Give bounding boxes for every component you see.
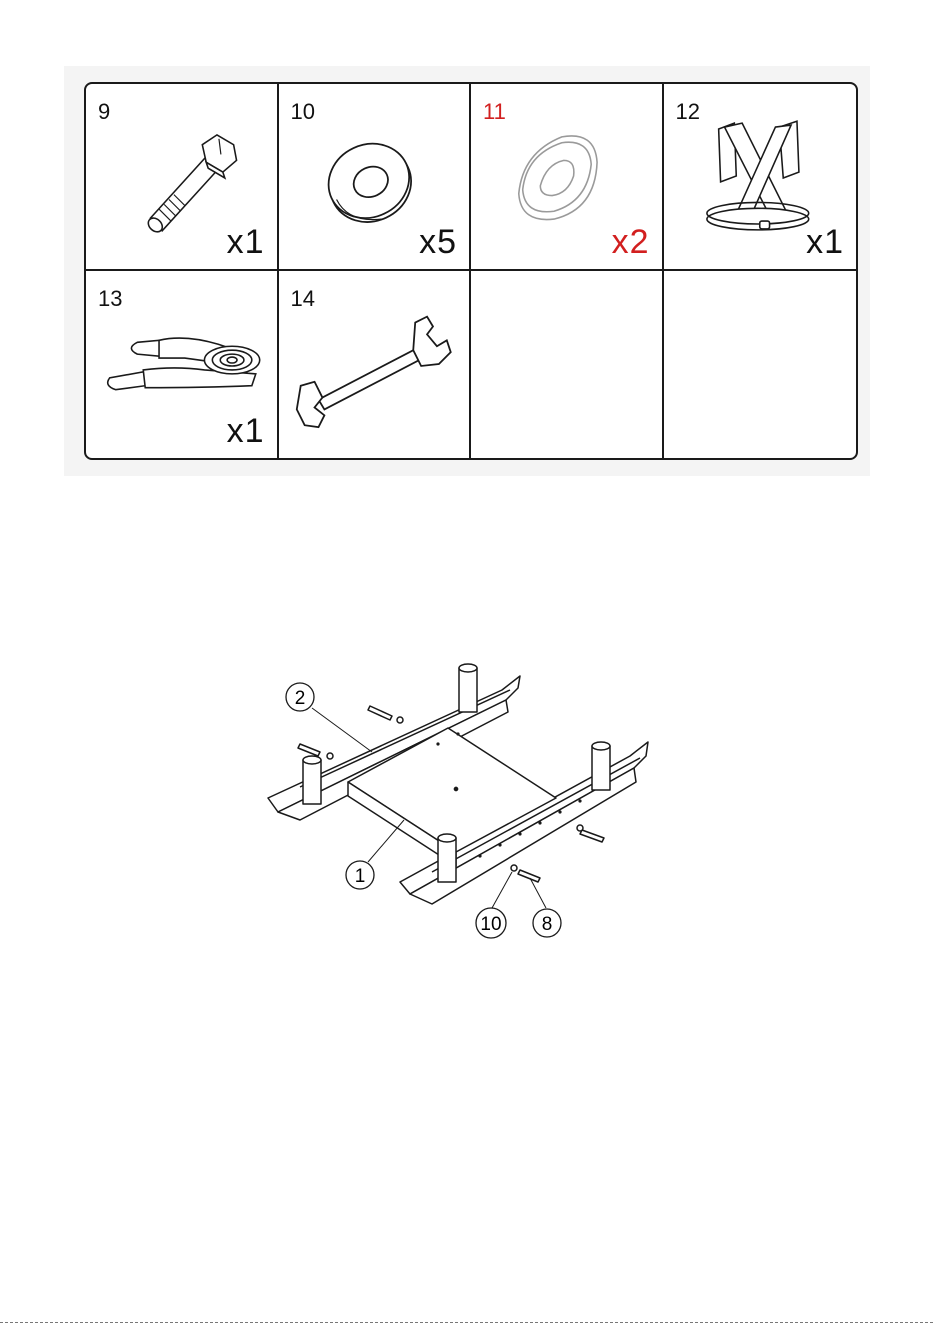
- callout-10: [476, 908, 506, 938]
- svg-text:2: 2: [294, 688, 306, 709]
- svg-text:8: 8: [541, 914, 553, 935]
- part-quantity: x1: [226, 412, 265, 450]
- part-quantity: x1: [806, 223, 844, 261]
- callout-2: [286, 683, 314, 711]
- part-quantity: x2: [611, 223, 650, 261]
- callout-8: [533, 909, 561, 937]
- part-number: 13: [98, 286, 123, 311]
- part-number: 14: [290, 286, 315, 311]
- part-quantity: x5: [419, 223, 457, 261]
- callout-1: [346, 861, 374, 889]
- part-number: 10: [290, 99, 315, 124]
- part-quantity: x1: [226, 223, 265, 261]
- part-number: 9: [98, 99, 111, 124]
- svg-text:1: 1: [354, 866, 366, 887]
- page-edge: [0, 1322, 933, 1323]
- svg-text:10: 10: [480, 914, 502, 935]
- part-number: 11: [483, 99, 506, 124]
- part-number: 12: [675, 99, 700, 124]
